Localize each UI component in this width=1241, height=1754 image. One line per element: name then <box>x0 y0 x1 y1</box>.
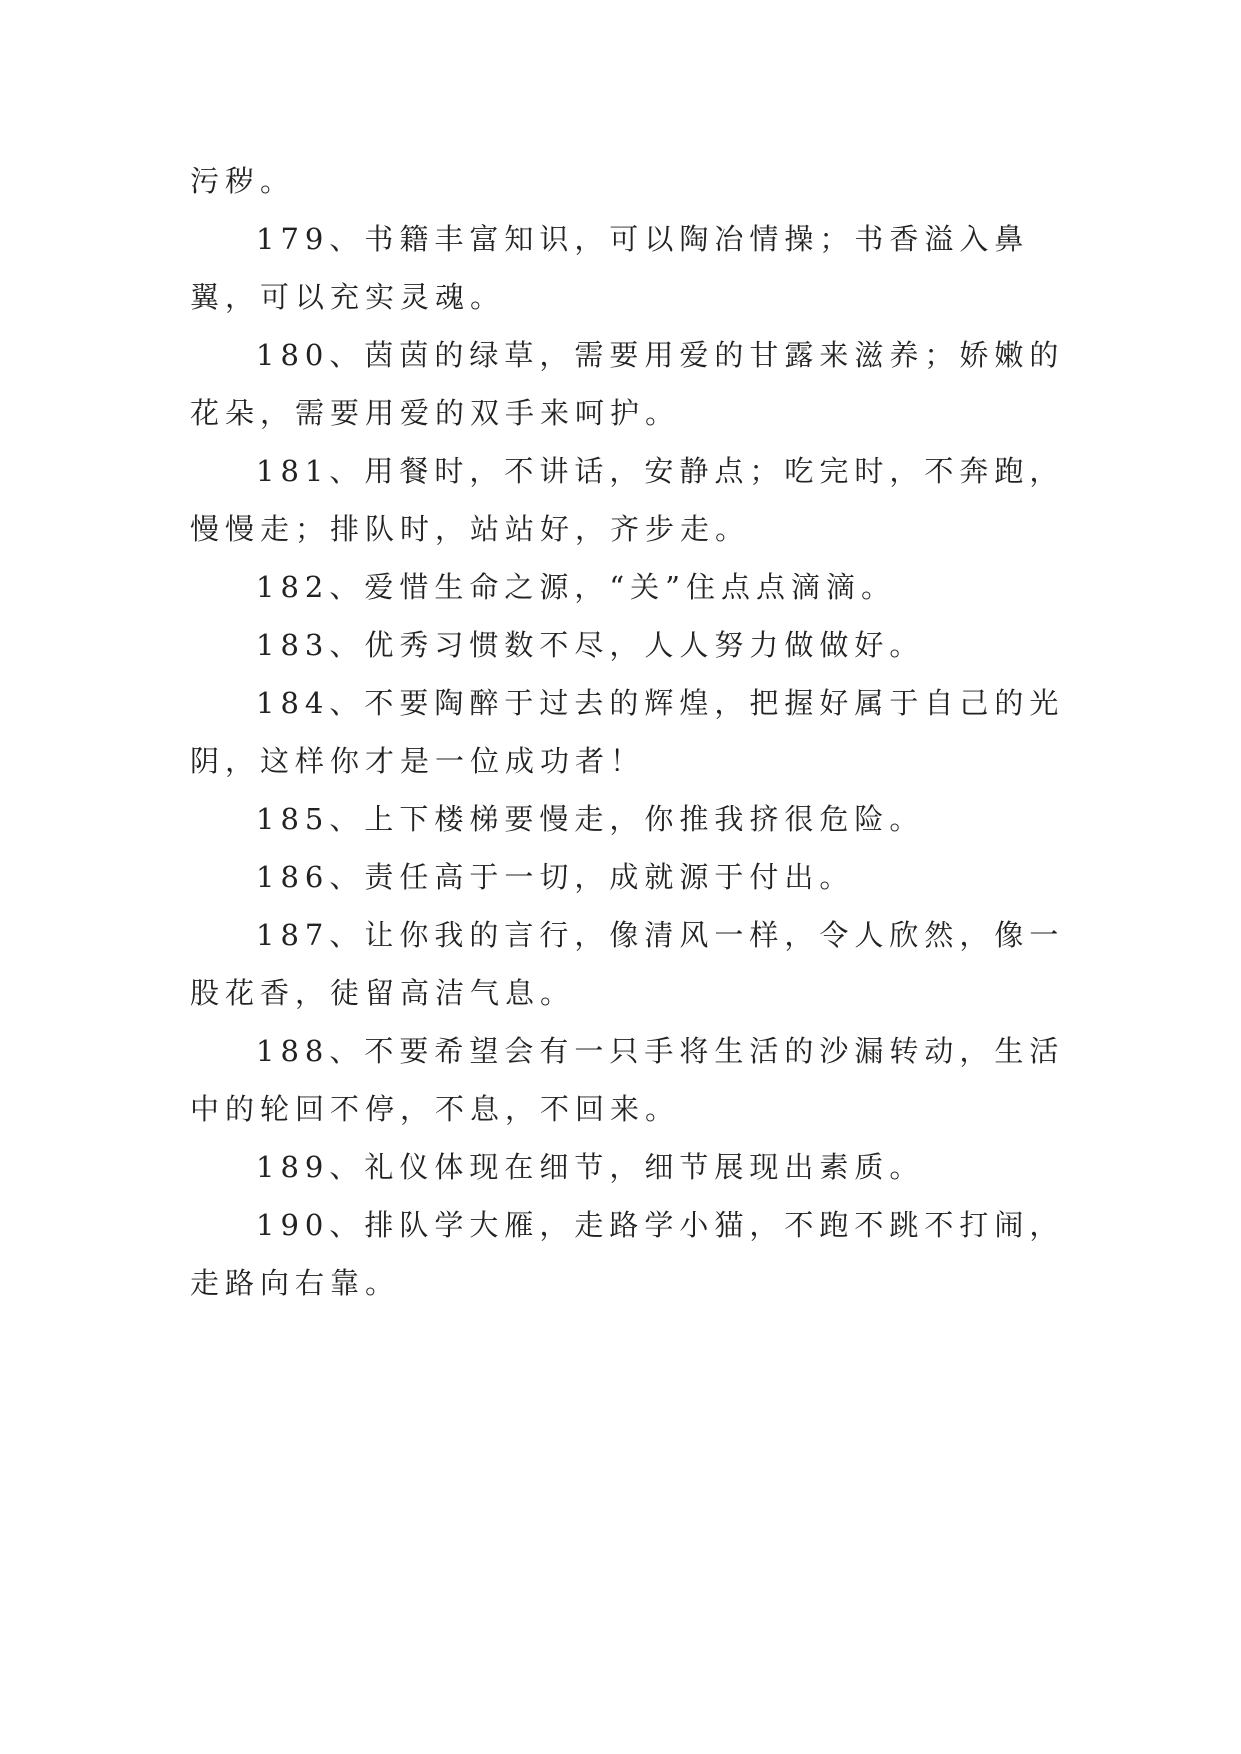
paragraph-179: 179、书籍丰富知识，可以陶冶情操；书香溢入鼻翼，可以充实灵魂。 <box>190 222 1030 314</box>
paragraph-continuation: 污秽。 <box>190 164 296 198</box>
paragraph-188: 188、不要希望会有一只手将生活的沙漏转动，生活中的轮回不停，不息，不回来。 <box>190 1034 1065 1126</box>
paragraph-181: 181、用餐时，不讲话，安静点；吃完时，不奔跑，慢慢走；排队时，站站好，齐步走。 <box>190 454 1065 546</box>
document-body <box>190 152 1070 1312</box>
paragraph-186: 186、责任高于一切，成就源于付出。 <box>256 860 855 894</box>
paragraph-184: 184、不要陶醉于过去的辉煌，把握好属于自己的光阴，这样你才是一位成功者！ <box>190 686 1065 778</box>
paragraph-189: 189、礼仪体现在细节，细节展现出素质。 <box>256 1150 925 1184</box>
paragraph-183: 183、优秀习惯数不尽，人人努力做做好。 <box>256 628 925 662</box>
paragraph-182: 182、爱惜生命之源，“关”住点点滴滴。 <box>256 570 897 604</box>
paragraph-185: 185、上下楼梯要慢走，你推我挤很危险。 <box>256 802 925 836</box>
paragraph-190: 190、排队学大雁，走路学小猫，不跑不跳不打闹，走路向右靠。 <box>190 1208 1065 1300</box>
paragraph-187: 187、让你我的言行，像清风一样，令人欣然，像一股花香，徒留高洁气息。 <box>190 918 1065 1010</box>
paragraph-180: 180、茵茵的绿草，需要用爱的甘露来滋养；娇嫩的花朵，需要用爱的双手来呵护。 <box>190 338 1065 430</box>
